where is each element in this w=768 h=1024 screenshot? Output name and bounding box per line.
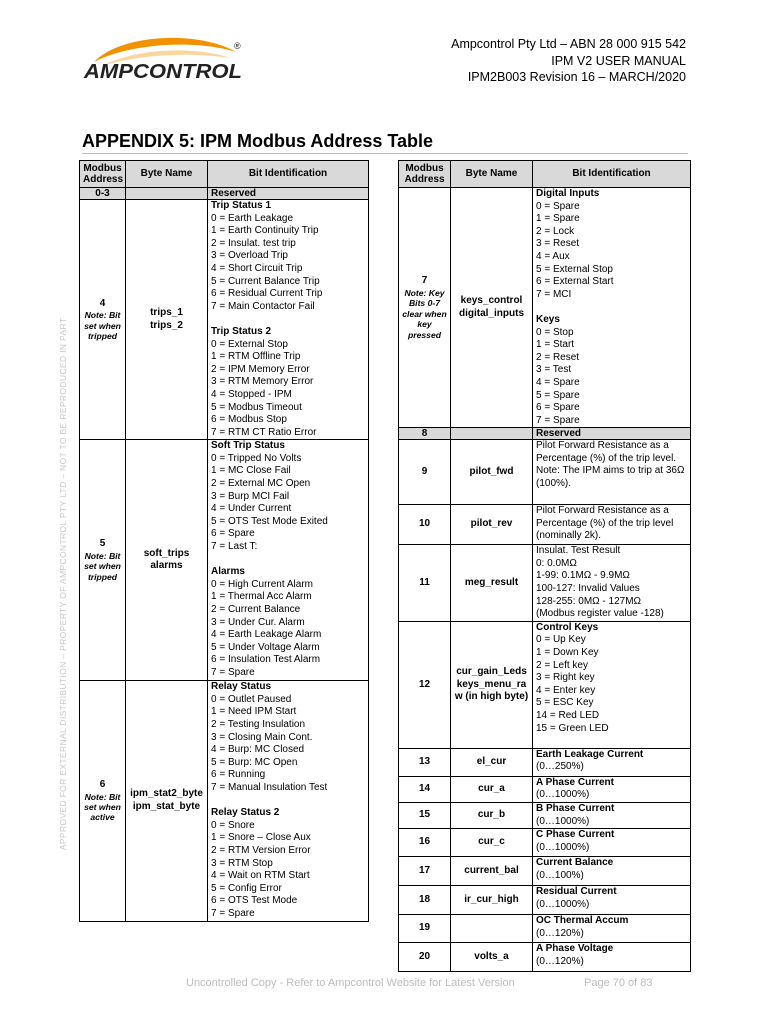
bit-item: 128-255: 0MΩ - 127MΩ	[536, 595, 641, 607]
bit-item: 1 = Snore – Close Aux	[211, 832, 311, 844]
bit-item: 6 = OTS Test Mode	[211, 895, 298, 907]
byte-name: pilot_rev	[470, 518, 513, 530]
bit-item: 5 = Spare	[536, 389, 580, 401]
title-underline	[82, 153, 688, 154]
bit-item: 5 = Burp: MC Open	[211, 756, 298, 768]
table-row	[399, 803, 691, 829]
document-header	[451, 36, 686, 86]
address-value: 4	[99, 297, 106, 309]
bit-item: 3 = Closing Main Cont.	[211, 731, 313, 743]
bit-item: 14 = Red LED	[536, 710, 600, 721]
column-header-address: Modbus Address	[399, 161, 451, 188]
bit-item: (0…1000%)	[536, 841, 590, 853]
bit-item: 5 = Under Voltage Alarm	[211, 641, 320, 653]
address-cell	[399, 803, 451, 829]
byte-name-cell	[451, 776, 533, 802]
table-row	[80, 681, 369, 921]
byte-name-cell	[451, 188, 533, 428]
bit-group-heading: Soft Trip Status	[211, 440, 285, 452]
byte-name: cur_b	[477, 809, 506, 821]
bit-item: 6 = Running	[211, 769, 266, 781]
bit-item: 5 = External Stop	[536, 263, 613, 275]
table-row	[399, 440, 691, 505]
bit-item: 3 = Overload Trip	[211, 250, 288, 262]
bit-item: 5 = Current Balance Trip	[211, 275, 320, 287]
bit-item: 1 = Start	[536, 339, 575, 351]
page-title: APPENDIX 5: IPM Modbus Address Table	[82, 131, 434, 151]
bit-identification-cell	[533, 505, 691, 545]
bit-item: 5 = ESC Key	[536, 697, 594, 709]
byte-name-cell	[451, 621, 533, 748]
bit-identification-cell	[533, 545, 691, 622]
logo-wordmark: AMPCONTROL	[82, 61, 242, 83]
footer-note: Uncontrolled Copy - Refer to Ampcontrol Website for Latest Version	[186, 977, 515, 989]
bit-item: 1 = Need IPM Start	[211, 706, 297, 718]
byte-name-cell	[126, 200, 208, 440]
bit-group-heading: Keys	[536, 313, 560, 325]
bit-group-heading: Control Keys	[536, 621, 599, 633]
byte-name-cell	[451, 505, 533, 545]
bit-item: 7 = Spare	[211, 666, 255, 678]
byte-name-cell	[451, 803, 533, 829]
byte-name-cell	[451, 545, 533, 622]
address-note: Note: Bit set when tripped	[84, 550, 121, 582]
bit-item: 1 = Spare	[536, 213, 580, 225]
table-row	[399, 943, 691, 972]
column-header-byte-name: Byte Name	[126, 161, 208, 188]
table-body-left	[80, 188, 369, 922]
page-number: Page 70 of 83	[584, 977, 653, 989]
byte-name: cur_a	[478, 783, 505, 795]
bit-item: Pilot Forward Resistance as a Percentage (%) of the trip level.	[536, 440, 677, 464]
bit-item: 6 = Spare	[536, 402, 580, 414]
table-body-right	[399, 188, 691, 972]
bit-identification-cell	[208, 681, 369, 921]
bit-item: 5 = Config Error	[211, 882, 282, 894]
bit-item: 2 = RTM Version Error	[211, 845, 311, 856]
address-value: 0-3	[95, 188, 110, 199]
bit-item: (0…100%)	[536, 869, 584, 881]
address-value: 19	[418, 922, 431, 934]
byte-name: pilot_fwd	[469, 465, 514, 477]
address-value: 20	[418, 950, 431, 962]
bit-group-heading: A Phase Voltage	[536, 943, 614, 955]
byte-name: trips_1	[150, 307, 183, 319]
bit-item: (0…120%)	[536, 927, 584, 939]
address-cell	[80, 681, 126, 921]
table-row	[399, 829, 691, 857]
bit-group-heading: Trip Status 1	[211, 200, 272, 211]
bit-identification-cell	[208, 188, 369, 200]
address-value: 6	[99, 779, 106, 791]
bit-group-heading: B Phase Current	[536, 803, 615, 815]
bit-item: 0 = Spare	[536, 200, 580, 212]
byte-name-cell	[451, 886, 533, 915]
bit-item: 1 = Earth Continuity Trip	[211, 225, 319, 237]
byte-name: soft_trips	[143, 547, 190, 559]
byte-name: trips_2	[150, 319, 183, 331]
bit-identification-cell	[533, 886, 691, 915]
spacer	[211, 795, 365, 808]
bit-item: 3 = RTM Stop	[211, 857, 273, 869]
byte-name-cell	[451, 440, 533, 505]
address-cell	[80, 440, 126, 681]
bit-group-heading: A Phase Current	[536, 776, 614, 788]
bit-identification-cell	[208, 440, 369, 681]
bit-item: 7 = MCI	[536, 288, 572, 300]
bit-item: 2 = External MC Open	[211, 478, 311, 490]
bit-item: 0 = Stop	[536, 326, 574, 338]
address-note: Note: Bit set when active	[84, 791, 121, 823]
table-row	[399, 621, 691, 748]
address-value: 18	[418, 893, 431, 905]
bit-item: 1-99: 0.1MΩ - 9.9MΩ	[536, 570, 630, 582]
column-header-byte-name: Byte Name	[451, 161, 533, 188]
bit-identification-cell	[533, 803, 691, 829]
byte-name: current_bal	[464, 864, 519, 876]
table-row	[399, 545, 691, 622]
address-cell	[399, 188, 451, 428]
sidebar-text: APPROVED FOR EXTERNAL DISTRIBUTION – PROPERTY OF AMPCONTROL PTY LTD – NOT TO BE REPRODUCED IN PART	[58, 317, 68, 851]
modbus-table-right	[398, 160, 691, 972]
bit-identification-cell	[533, 857, 691, 886]
address-cell	[399, 943, 451, 972]
spacer	[211, 313, 365, 326]
address-value: 17	[418, 864, 431, 876]
bit-item: 4 = Wait on RTM Start	[211, 870, 310, 882]
byte-name-cell	[126, 440, 208, 681]
bit-item: 4 = Aux	[536, 250, 570, 262]
bit-item: (0…120%)	[536, 955, 584, 967]
byte-name: volts_a	[474, 950, 509, 962]
bit-item: 3 = Under Cur. Alarm	[211, 616, 305, 628]
bit-group-heading: Reserved	[536, 428, 582, 440]
bit-group-heading: Relay Status 2	[211, 807, 280, 819]
bit-item: 0 = High Current Alarm	[211, 578, 313, 590]
bit-item: 3 = RTM Memory Error	[211, 376, 314, 388]
address-cell	[399, 440, 451, 505]
address-cell	[399, 748, 451, 776]
bit-item: 2 = Insulat. test trip	[211, 237, 296, 249]
address-value: 7	[421, 275, 428, 287]
bit-item: Insulat. Test Result	[536, 545, 621, 557]
address-cell	[399, 829, 451, 857]
table-row	[399, 428, 691, 440]
byte-name-cell	[451, 829, 533, 857]
byte-name-cell	[451, 748, 533, 776]
registered-mark: ®	[234, 41, 241, 51]
table-row	[80, 440, 369, 681]
address-cell	[80, 200, 126, 440]
address-value: 9	[421, 465, 428, 477]
bit-item: 7 = Spare	[536, 414, 580, 426]
bit-identification-cell	[533, 748, 691, 776]
bit-item: 6 = Residual Current Trip	[211, 288, 323, 300]
address-note: Note: Key Bits 0-7 clear when key pressed	[402, 287, 447, 340]
address-value: 8	[421, 428, 428, 440]
bit-identification-cell	[533, 829, 691, 857]
spacer	[536, 301, 687, 314]
bit-identification-cell	[533, 943, 691, 972]
bit-group-heading: Alarms	[211, 566, 245, 578]
address-cell	[399, 776, 451, 802]
byte-name-cell	[126, 188, 208, 200]
bit-item: 0: 0.0MΩ	[536, 557, 577, 569]
column-header-bit-identification: Bit Identification	[208, 161, 369, 188]
byte-name-cell	[126, 681, 208, 921]
bit-item: 0 = Earth Leakage	[211, 212, 294, 224]
address-cell	[399, 857, 451, 886]
bit-item: Pilot Forward Resistance as a Percentage (%) of the trip level (nominally 2k).	[536, 505, 674, 542]
bit-item: 6 = Modbus Stop	[211, 414, 287, 426]
bit-group-heading: Earth Leakage Current	[536, 748, 644, 760]
byte-name: ir_cur_high	[464, 893, 519, 905]
table-row	[399, 915, 691, 943]
bit-item: (0…1000%)	[536, 789, 590, 801]
ampcontrol-logo	[80, 36, 248, 96]
bit-item: 7 = Manual Insulation Test	[211, 782, 328, 794]
bit-item: 2 = Lock	[536, 225, 575, 237]
address-value: 10	[418, 518, 431, 530]
byte-name: w (in high byte)	[454, 691, 529, 703]
table-row	[80, 188, 369, 200]
revision-line: IPM2B003 Revision 16 – MARCH/2020	[467, 70, 686, 84]
bit-item: 4 = Burp: MC Closed	[211, 744, 305, 756]
bit-item: 4 = Stopped - IPM	[211, 388, 292, 400]
address-cell	[399, 886, 451, 915]
bit-item: (0…1000%)	[536, 815, 590, 827]
bit-item: 0 = Outlet Paused	[211, 693, 292, 705]
byte-name: cur_c	[478, 836, 505, 848]
bit-item: 0 = Up Key	[536, 634, 586, 646]
bit-identification-cell	[533, 776, 691, 802]
table-row	[399, 857, 691, 886]
bit-identification-cell	[533, 440, 691, 505]
bit-item: 2 = Reset	[536, 351, 580, 363]
address-cell	[399, 621, 451, 748]
byte-name: cur_gain_Leds	[456, 665, 527, 677]
bit-item: 1 = MC Close Fail	[211, 465, 291, 477]
bit-item: Note: The IPM aims to trip at 36Ω (100%).	[536, 465, 685, 490]
bit-group-heading: Relay Status	[211, 681, 272, 693]
bit-item: 4 = Earth Leakage Alarm	[211, 629, 322, 641]
bit-item: (0…250%)	[536, 761, 584, 773]
address-value: 12	[418, 678, 431, 690]
bit-item: 3 = Reset	[536, 238, 580, 250]
address-cell	[399, 428, 451, 440]
bit-item: 2 = Testing Insulation	[211, 719, 306, 731]
bit-item: 1 = Down Key	[536, 647, 599, 659]
address-note: Note: Bit set when tripped	[84, 310, 121, 342]
bit-item: 3 = Burp MCI Fail	[211, 490, 290, 502]
bit-group-heading: Reserved	[211, 188, 257, 199]
bit-item: 4 = Enter key	[536, 684, 596, 696]
bit-group-heading: OC Thermal Accum	[536, 915, 629, 927]
bit-item: 0 = Snore	[211, 819, 255, 831]
byte-name-cell	[451, 915, 533, 943]
bit-item: 6 = Spare	[211, 528, 255, 540]
byte-name: keys_control	[460, 295, 523, 307]
byte-name: meg_result	[464, 576, 519, 588]
bit-identification-cell	[533, 915, 691, 943]
bit-identification-cell	[533, 428, 691, 440]
bit-item: 4 = Spare	[536, 376, 580, 388]
address-value: 5	[99, 538, 106, 550]
bit-item: 4 = Short Circuit Trip	[211, 262, 303, 274]
bit-identification-cell	[208, 200, 369, 440]
address-cell	[399, 545, 451, 622]
bit-item: (0…1000%)	[536, 898, 590, 910]
company-line: Ampcontrol Pty Ltd – ABN 28 000 915 542	[451, 37, 686, 51]
address-value: 15	[418, 809, 431, 821]
bit-item: 7 = Spare	[211, 907, 255, 919]
bit-item: 3 = Right key	[536, 672, 595, 684]
bit-item: 15 = Green LED	[536, 722, 609, 734]
byte-name-cell	[451, 943, 533, 972]
table-row	[399, 886, 691, 915]
table-row	[80, 200, 369, 440]
bit-item: 7 = Last T:	[211, 541, 258, 553]
bit-group-heading: C Phase Current	[536, 829, 615, 841]
bit-item: 1 = RTM Offline Trip	[211, 351, 301, 363]
bit-item: 7 = RTM CT Ratio Error	[211, 426, 317, 438]
bit-item: 5 = Modbus Timeout	[211, 401, 302, 413]
bit-item: 1 = Thermal Acc Alarm	[211, 591, 312, 603]
byte-name-cell	[451, 857, 533, 886]
byte-name: el_cur	[476, 756, 507, 768]
address-value: 13	[418, 756, 431, 768]
table-row	[399, 188, 691, 428]
bit-item: 2 = Current Balance	[211, 604, 301, 615]
modbus-table-left	[79, 160, 369, 922]
byte-name-cell	[451, 428, 533, 440]
address-value: 14	[418, 783, 431, 795]
address-value: 16	[418, 836, 431, 848]
bit-group-heading: Digital Inputs	[536, 188, 600, 199]
spacer	[211, 554, 365, 567]
bit-item: 6 = External Start	[536, 276, 614, 288]
bit-identification-cell	[533, 188, 691, 428]
bit-group-heading: Residual Current	[536, 886, 617, 898]
byte-name: ipm_stat_byte	[132, 800, 201, 812]
byte-name: keys_menu_ra	[456, 678, 527, 690]
bit-group-heading: Trip Status 2	[211, 325, 272, 337]
byte-name: alarms	[150, 560, 183, 572]
bit-item: 5 = OTS Test Mode Exited	[211, 515, 328, 527]
manual-line: IPM V2 USER MANUAL	[551, 53, 686, 68]
bit-item: 2 = Left key	[536, 659, 588, 671]
byte-name: ipm_stat2_byte	[130, 788, 203, 800]
bit-item: 6 = Insulation Test Alarm	[211, 654, 321, 666]
bit-item: 3 = Test	[536, 364, 572, 376]
address-cell	[80, 188, 126, 200]
address-value: 11	[419, 576, 430, 588]
bit-item: (Modbus register value -128)	[536, 608, 664, 620]
table-row	[399, 748, 691, 776]
byte-name: digital_inputs	[459, 307, 524, 319]
bit-group-heading: Current Balance	[536, 857, 614, 869]
bit-item: 2 = IPM Memory Error	[211, 363, 310, 375]
address-cell	[399, 915, 451, 943]
bit-item: 0 = External Stop	[211, 338, 288, 350]
table-row	[399, 776, 691, 802]
bit-identification-cell	[533, 621, 691, 748]
bit-item: 100-127: Invalid Values	[536, 583, 640, 595]
bit-item: 0 = Tripped No Volts	[211, 452, 302, 464]
bit-item: 7 = Main Contactor Fail	[211, 300, 315, 312]
column-header-bit-identification: Bit Identification	[533, 161, 691, 188]
address-cell	[399, 505, 451, 545]
bit-item: 4 = Under Current	[211, 503, 292, 515]
table-row	[399, 505, 691, 545]
column-header-address: Modbus Address	[80, 161, 126, 188]
